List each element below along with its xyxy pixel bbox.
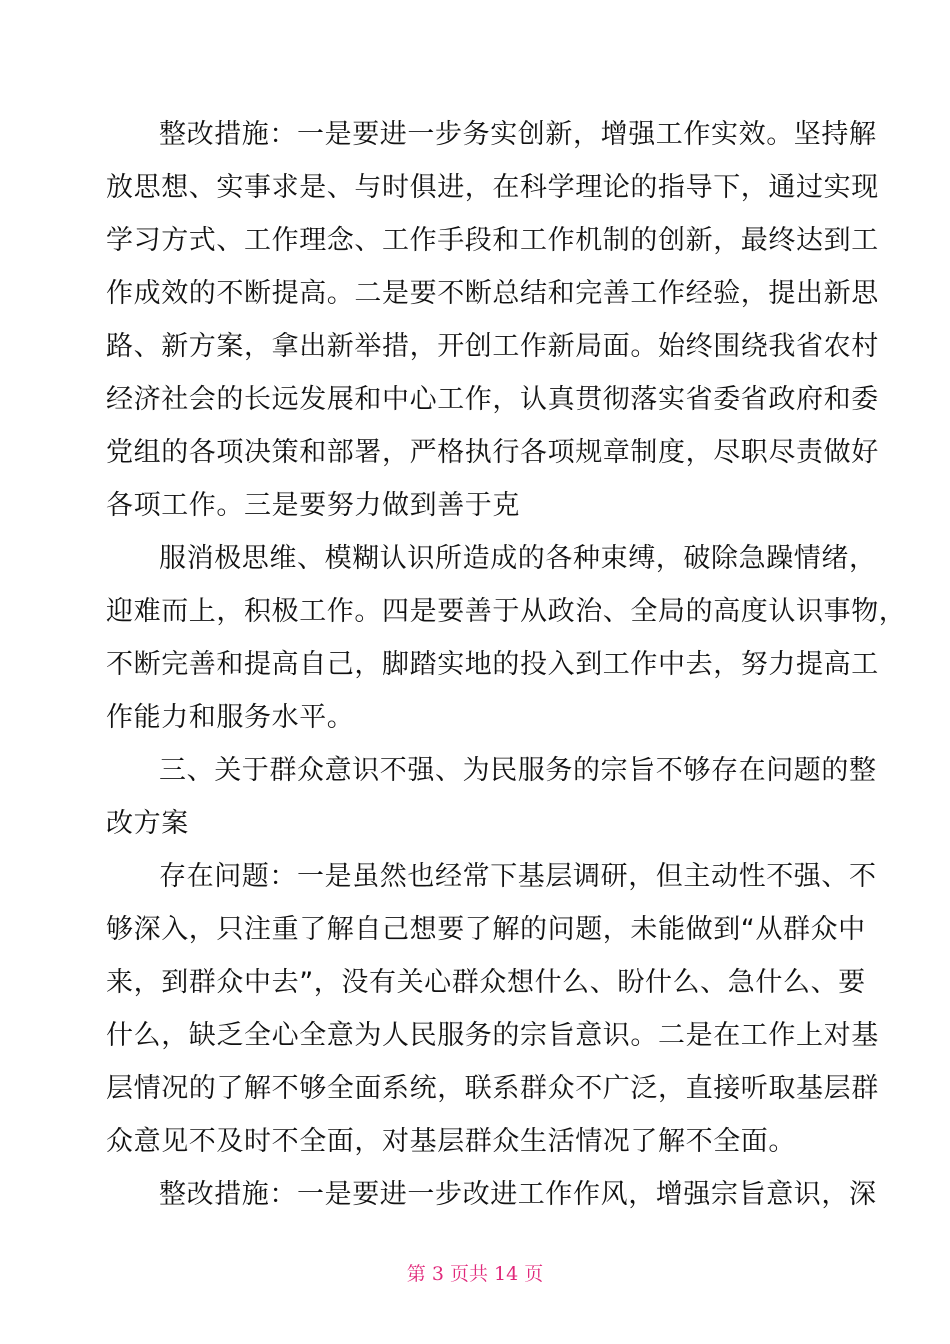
paragraph-1-line-8: 各项工作。三是要努力做到善于克	[106, 490, 520, 521]
section-heading-line-1: 三、关于群众意识不强、为民服务的宗旨不够存在问题的整	[159, 755, 877, 786]
paragraph-2-line-3: 不断完善和提高自己，脚踏实地的投入到工作中去，努力提高工	[106, 649, 879, 680]
paragraph-1-line-7: 党组的各项决策和部署，严格执行各项规章制度，尽职尽责做好	[106, 437, 879, 468]
paragraph-4-line-4: 什么，缺乏全心全意为人民服务的宗旨意识。二是在工作上对基	[106, 1020, 879, 1051]
paragraph-4-line-5: 层情况的了解不够全面系统，联系群众不广泛，直接听取基层群	[106, 1073, 879, 1104]
paragraph-4-line-2: 够深入，只注重了解自己想要了解的问题，未能做到“从群众中	[106, 914, 866, 945]
paragraph-1-line-4: 作成效的不断提高。二是要不断总结和完善工作经验，提出新思	[106, 278, 879, 309]
paragraph-1-line-2: 放思想、实事求是、与时俱进，在科学理论的指导下，通过实现	[106, 172, 879, 203]
paragraph-1-line-3: 学习方式、工作理念、工作手段和工作机制的创新，最终达到工	[106, 225, 879, 256]
paragraph-4-line-6: 众意见不及时不全面，对基层群众生活情况了解不全面。	[106, 1126, 796, 1157]
paragraph-1-line-5: 路、新方案，拿出新举措，开创工作新局面。始终围绕我省农村	[106, 331, 879, 362]
paragraph-4-line-1: 存在问题：一是虽然也经常下基层调研，但主动性不强、不	[159, 861, 877, 892]
paragraph-2-line-4: 作能力和服务水平。	[106, 702, 355, 733]
paragraph-5-line-1: 整改措施：一是要进一步改进工作作风，增强宗旨意识，深	[159, 1179, 877, 1210]
paragraph-1-line-6: 经济社会的长远发展和中心工作，认真贯彻落实省委省政府和委	[106, 384, 879, 415]
paragraph-1-line-1: 整改措施：一是要进一步务实创新，增强工作实效。坚持解	[159, 119, 877, 150]
paragraph-4-line-3: 来，到群众中去”，没有关心群众想什么、盼什么、急什么、要	[106, 967, 866, 998]
paragraph-2-line-1: 服消极思维、模糊认识所造成的各种束缚，破除急躁情绪，	[159, 543, 877, 574]
section-heading-line-2: 改方案	[106, 808, 189, 839]
paragraph-2-line-2: 迎难而上，积极工作。四是要善于从政治、全局的高度认识事物，	[106, 596, 907, 627]
page-number-footer: 第 3 页共 14 页	[406, 1263, 544, 1285]
